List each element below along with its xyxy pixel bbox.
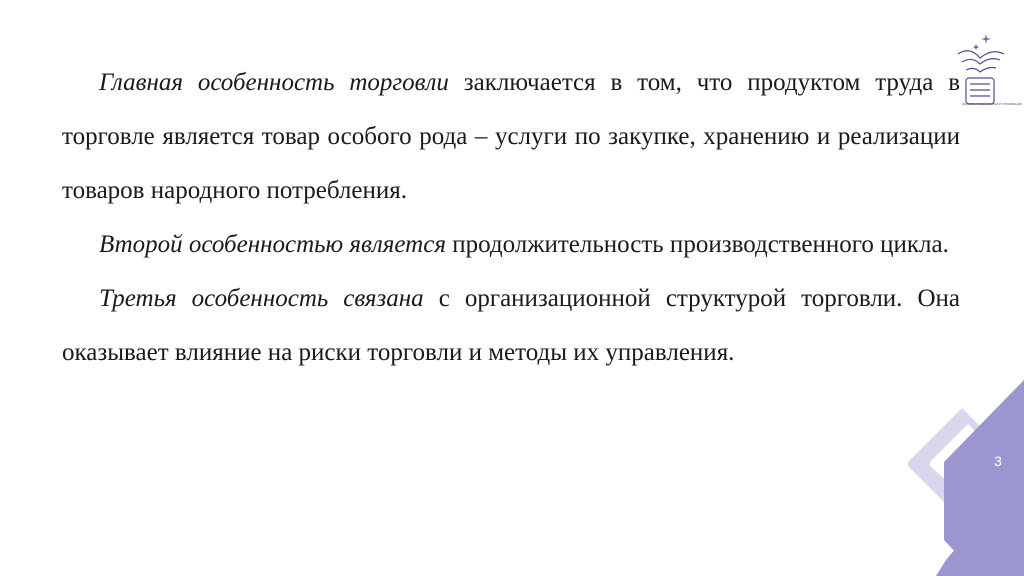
paragraph-2-text: продолжительность производственного цикла. [445, 231, 949, 258]
paragraph-2-emphasis: Второй особенностью является [99, 231, 446, 258]
university-logo-icon [952, 28, 1023, 120]
paragraph-1-text: заключается в том, что продуктом труда в торговле является товар особого рода – услуги по закупке, хранению и реализации товаров народного потребления. [62, 69, 960, 204]
page-number: 3 [994, 453, 1002, 469]
paragraph-1-emphasis: Главная особенность торговли [99, 69, 449, 96]
logo-caption: ИНСТИТУТ ЭКОНОМИКИ И УПРАВЛЕНИЯ [962, 102, 1023, 106]
paragraph-3-text: с организационной структурой торговли. Она оказывает влияние на риски торговли и методы их управления. [62, 285, 960, 366]
paragraph-3-emphasis: Третья особенность связана [99, 285, 424, 312]
corner-triangle-main [944, 380, 1024, 576]
